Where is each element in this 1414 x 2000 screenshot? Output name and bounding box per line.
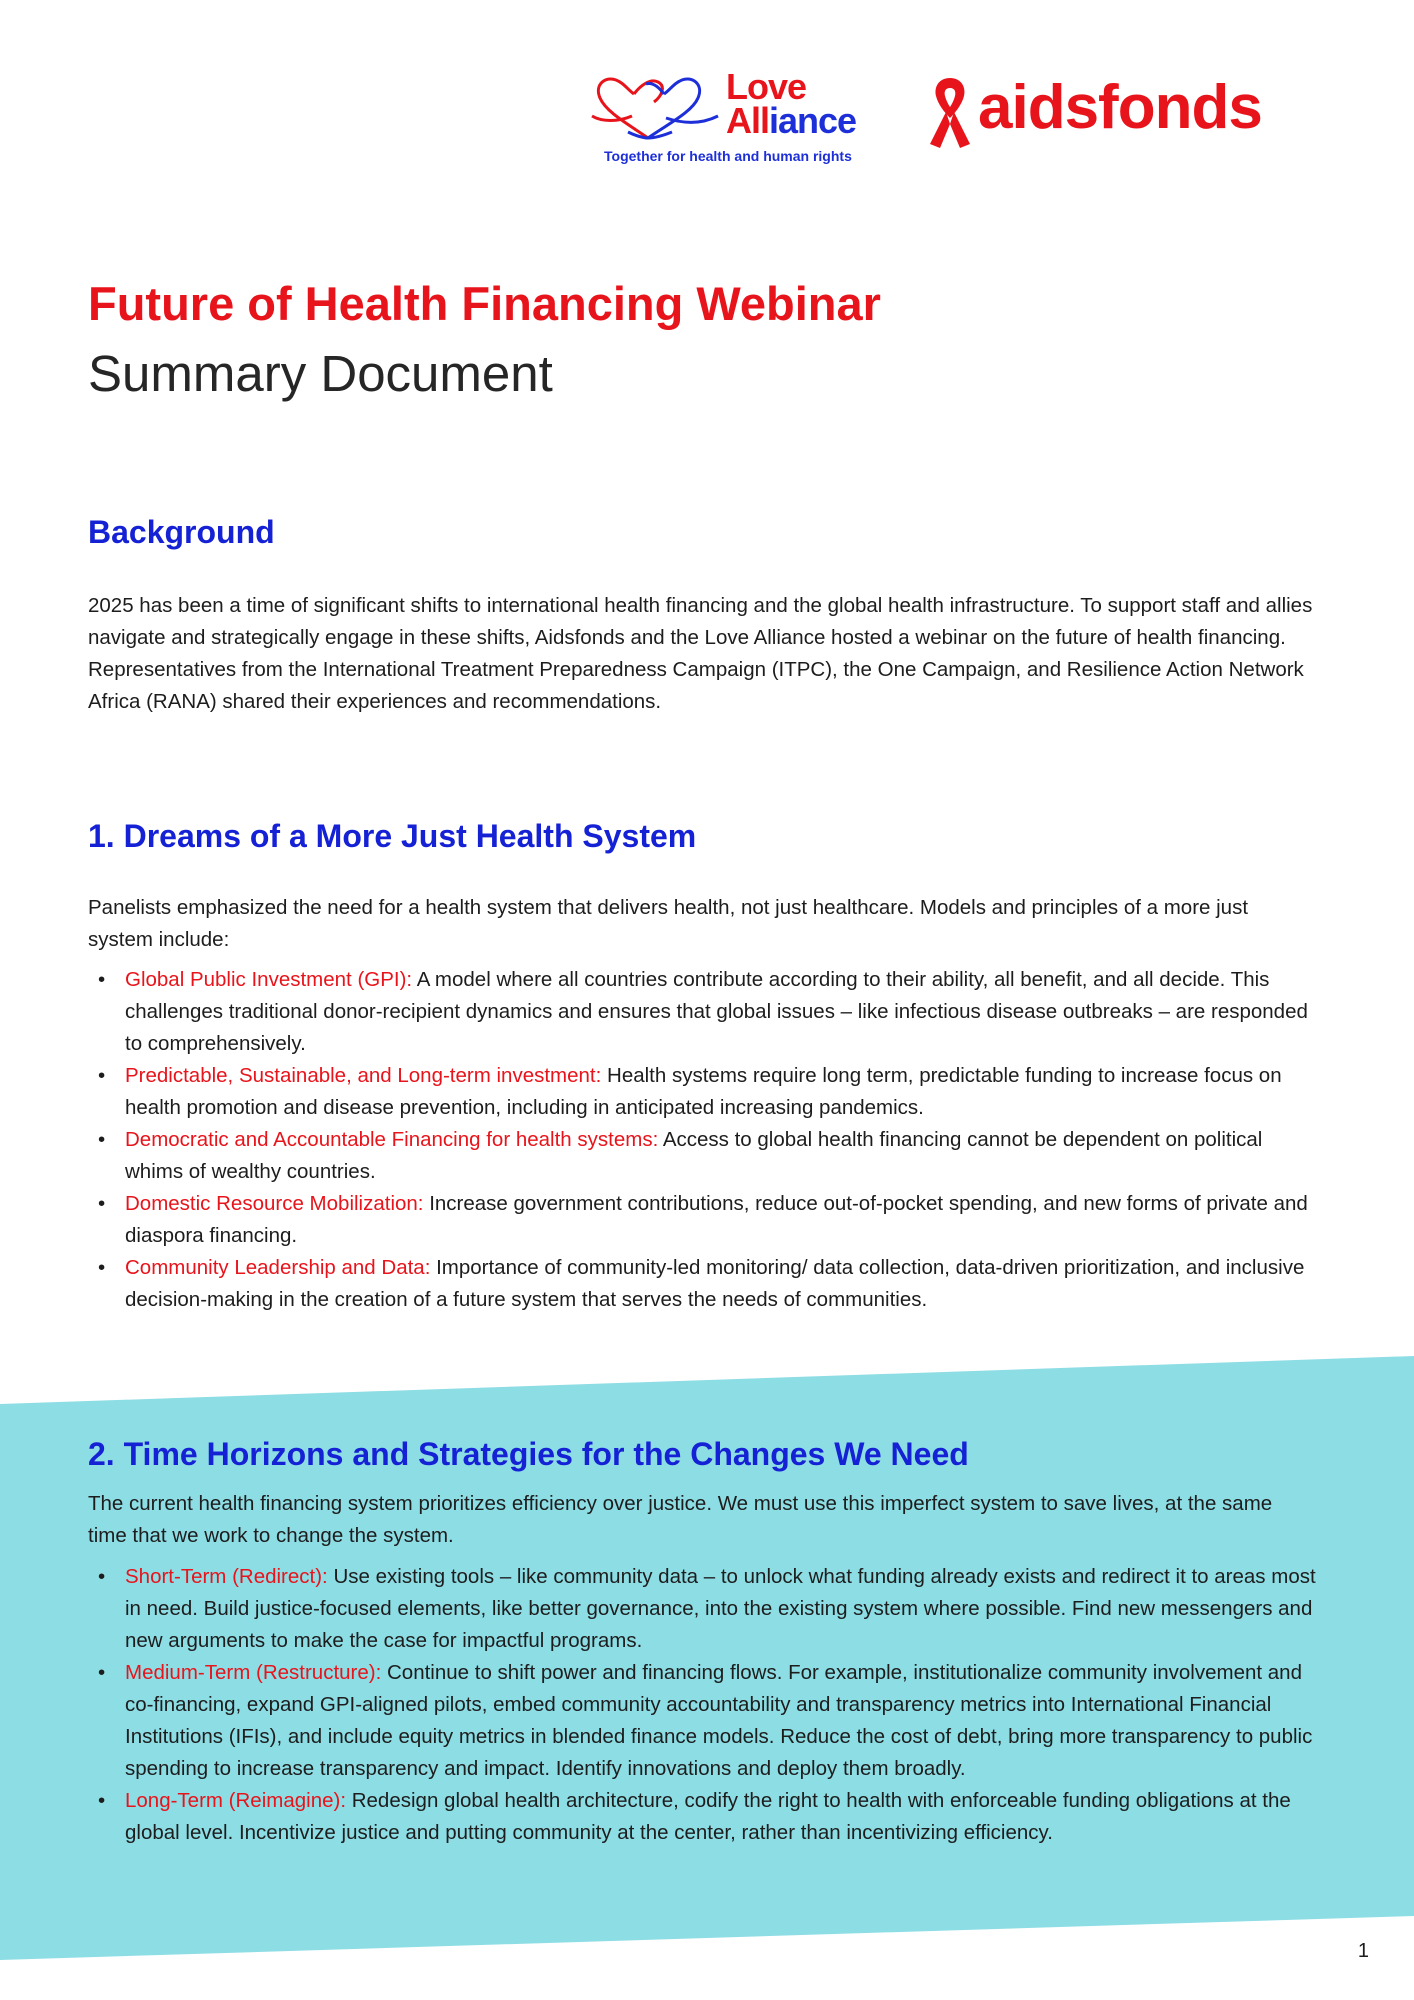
love-alliance-word-alliance: Alliance	[726, 100, 857, 141]
header-logos	[588, 66, 1288, 176]
list-item	[88, 1124, 1318, 1188]
list-item	[88, 964, 1318, 1060]
red-ribbon-icon	[926, 72, 974, 150]
page-subtitle: Summary Document	[88, 345, 553, 402]
page-title: Future of Health Financing Webinar	[88, 277, 881, 330]
list-item	[88, 1188, 1318, 1252]
section2-intro: The current health financing system prioritizes efficiency over justice. We must use this imperfect system to save lives, at the same time that we work to change the system.	[88, 1492, 1273, 1547]
bullet-dot: •	[98, 968, 106, 991]
page-number: 1	[1357, 1940, 1369, 1962]
bullet-dot: •	[98, 1064, 106, 1087]
item-text: Health systems require long term, predictable funding to increase focus on health promotion and disease prevention, including in anticipated increasing pandemics.	[125, 1064, 1282, 1119]
love-alliance-word-love: Love	[726, 66, 807, 107]
bullet-dot: •	[98, 1661, 106, 1684]
item-label: Medium-Term (Restructure):	[125, 1661, 382, 1684]
section2-heading: 2. Time Horizons and Strategies for the Changes We Need	[88, 1436, 969, 1472]
item-label: Short-Term (Redirect):	[125, 1565, 328, 1588]
bullet-dot: •	[98, 1128, 106, 1151]
section1-list	[88, 964, 1318, 1316]
section1-intro: Panelists emphasized the need for a health system that delivers health, not just healthcare. Models and principles of a more just system include:	[88, 896, 1249, 951]
section2-list	[88, 1561, 1318, 1849]
list-item	[88, 1785, 1318, 1849]
item-label: Predictable, Sustainable, and Long-term investment:	[125, 1064, 602, 1087]
love-alliance-tagline: Together for health and human rights	[604, 148, 852, 164]
item-label: Community Leadership and Data:	[125, 1256, 431, 1279]
hands-heart-icon	[588, 72, 723, 144]
list-item	[88, 1561, 1318, 1657]
section1-heading: 1. Dreams of a More Just Health System	[88, 818, 697, 854]
item-text: Increase government contributions, reduce out-of-pocket spending, and new forms of private and diaspora financing.	[125, 1192, 1308, 1247]
item-label: Domestic Resource Mobilization:	[125, 1192, 424, 1215]
aidsfonds-wordmark: aidsfonds	[978, 73, 1262, 142]
item-label: Democratic and Accountable Financing for health systems:	[125, 1128, 659, 1151]
item-label: Long-Term (Reimagine):	[125, 1789, 347, 1812]
item-text: Redesign global health architecture, codify the right to health with enforceable funding obligations at the global level. Incentivize justice and putting community at the center, rather than incentivizing efficiency.	[125, 1789, 1291, 1844]
background-heading: Background	[88, 514, 275, 550]
item-label: Global Public Investment (GPI):	[125, 968, 413, 991]
list-item	[88, 1657, 1318, 1785]
love-alliance-logo	[588, 66, 878, 166]
bullet-dot: •	[98, 1789, 106, 1812]
item-text: Use existing tools – like community data – to unlock what funding already exists and redirect it to areas most in need. Build justice-focused elements, like better governance, into the existing system where possible. Find new messengers and new arguments to make the case for impactful programs.	[125, 1565, 1316, 1652]
item-text: Importance of community-led monitoring/ data collection, data-driven prioritization, and inclusive decision-making in the creation of a future system that serves the needs of communities.	[125, 1256, 1305, 1311]
bullet-dot: •	[98, 1565, 106, 1588]
bullet-dot: •	[98, 1192, 106, 1215]
list-item	[88, 1252, 1318, 1316]
item-text: Continue to shift power and financing flows. For example, institutionalize community involvement and co-financing, expand GPI-aligned pilots, embed community accountability and transparency metrics into International Financial Institutions (IFIs), and include equity metrics in blended finance models. Reduce the cost of debt, bring more transparency to public spending to increase transparency and impact. Identify innovations and deploy them broadly.	[125, 1661, 1313, 1780]
bullet-dot: •	[98, 1256, 106, 1279]
list-item	[88, 1060, 1318, 1124]
item-text: A model where all countries contribute according to their ability, all benefit, and all decide. This challenges traditional donor-recipient dynamics and ensures that global issues – like infectious disease outbreaks – are responded to comprehensively.	[125, 968, 1308, 1055]
item-text: Access to global health financing cannot be dependent on political whims of wealthy countries.	[125, 1128, 1263, 1183]
background-paragraph: 2025 has been a time of significant shifts to international health financing and the global health infrastructure. To support staff and allies navigate and strategically engage in these shifts, Aidsfonds and the Love Alliance hosted a webinar on the future of health financing. Representatives from the International Treatment Preparedness Campaign (ITPC), the One Campaign, and Resilience Action Network Africa (RANA) shared their experiences and recommendations.	[88, 594, 1313, 713]
aidsfonds-logo	[926, 72, 1286, 152]
